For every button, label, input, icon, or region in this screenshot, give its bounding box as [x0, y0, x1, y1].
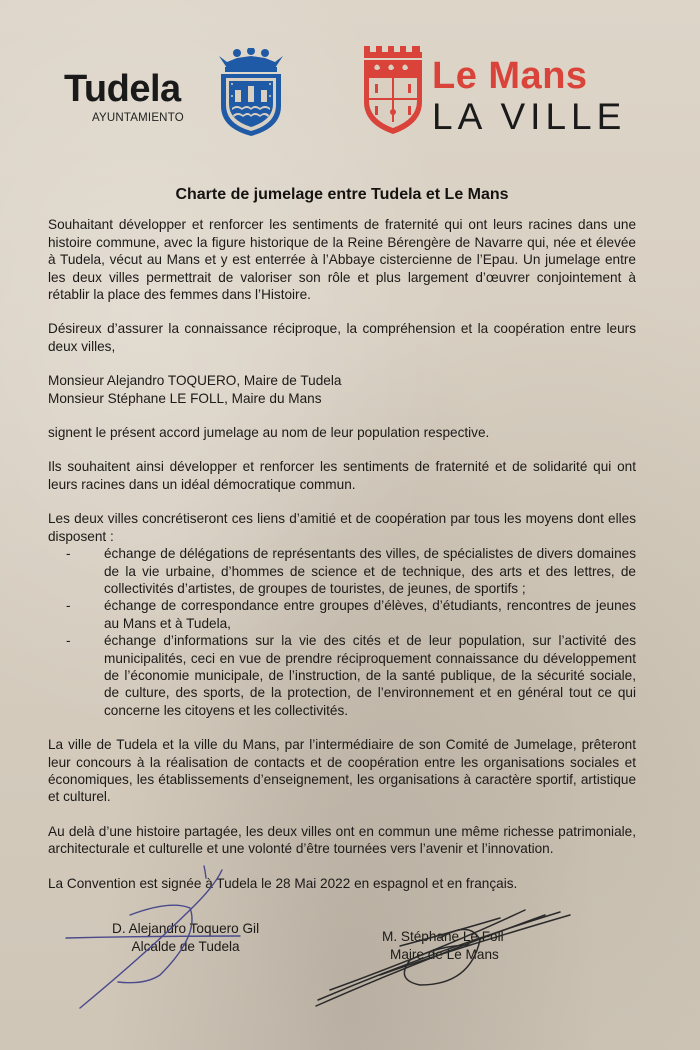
paragraph-signent: signent le présent accord jumelage au nom de leur population respective.: [48, 425, 490, 441]
paragraph-convention: La Convention est signée à Tudela le 28 Mai 2022 en espagnol et en français.: [48, 875, 518, 891]
signature-block-tudela: [112, 920, 259, 956]
list-dash: -: [66, 633, 71, 649]
paragraph-histoire: Au delà d’une histoire partagée, les deux villes ont en commun une même richesse patrimoniale, architecturale et culturelle et une volonté d’être tournées vers l’avenir et l’innovation.: [48, 823, 636, 857]
signatory-name-tudela: D. Alejandro Toquero Gil: [112, 921, 260, 936]
signatories-list: [48, 372, 636, 407]
paragraph-comite: La ville de Tudela et la ville du Mans, par l’intermédiaire de son Comité de Jumelage, prêteront leur concours à la réalisation de contacts et de coopération entre les organisations sociales et économiques, les établissements d’enseignement, les organisations à caractère sportif, artistique et culturel.: [48, 737, 636, 805]
lemans-logo: [432, 56, 626, 136]
list-item-text: échange d’informations sur la vie des cités et de leur population, sur l’activité des municipalités, ceci en vue de prendre réciproquement connaissance du développement de l’économie municipale, de l’instruction, de la santé publique, de la sécurité sociale, de culture, des sports, de la protection, de l’environnement et en général tout ce qui concerne les citoyens et les collectivités.: [104, 633, 636, 718]
paragraph-preamble: Souhaitant développer et renforcer les sentiments de fraternité qui ont leurs racines dans une histoire commune, avec la figure historique de la Reine Bérengère de Navarre qui, née et élevée à Tudela, vécut au Mans et y est enterrée à l’Abbaye cistercienne de l’Epau. Un jumelage entre les deux villes permettrait de valoriser son rôle et plus largement d’œuvrer conjointement à rétablir la place des femmes dans l’Histoire.: [48, 217, 636, 303]
document-title: Charte de jumelage entre Tudela et Le Mans: [175, 186, 509, 203]
tudela-coat-of-arms-icon: [215, 48, 287, 136]
charter-document: [48, 186, 636, 909]
tudela-name: Tudela: [64, 68, 181, 110]
paragraph-moyens: Les deux villes concrétiseront ces liens d’amitié et de coopération par tous les moyens dont elles disposent :: [48, 511, 636, 544]
signature-block-lemans: [382, 928, 504, 964]
list-item: [66, 597, 636, 632]
tudela-logo: [64, 70, 184, 124]
signatory-name-lemans: M. Stéphane Le Foll: [382, 929, 504, 944]
lemans-name: Le Mans: [432, 55, 588, 97]
letterhead: [0, 0, 700, 150]
paragraph-fraternite: Ils souhaitent ainsi développer et renforcer les sentiments de fraternité et de solidarité qui ont leurs racines dans un idéal démocratique commun.: [48, 459, 636, 492]
list-item-text: échange de correspondance entre groupes d’élèves, d’étudiants, rencontres de jeunes au Mans et à Tudela,: [104, 598, 636, 631]
signatory-role-tudela: Alcalde de Tudela: [131, 939, 240, 954]
tudela-subtitle: AYUNTAMIENTO: [92, 112, 184, 124]
signatory-lemans: Monsieur Stéphane LE FOLL, Maire du Mans: [48, 390, 322, 406]
list-item-text: échange de délégations de représentants des villes, de spécialistes de divers domaines de la vie urbaine, d’hommes de science et de technique, des arts et des lettres, de collectivités d’artistes, de groupes de touristes, de jeunes, de sportifs ;: [104, 546, 636, 596]
lemans-coat-of-arms-icon: [362, 46, 426, 134]
list-item: [66, 632, 636, 719]
list-dash: -: [66, 598, 71, 614]
lemans-subtitle: LA VILLE: [432, 96, 627, 137]
exchange-list: [48, 545, 636, 719]
list-dash: -: [66, 546, 71, 562]
signatory-tudela: Monsieur Alejandro TOQUERO, Maire de Tudela: [48, 373, 342, 389]
list-item: [66, 545, 636, 597]
paragraph-desireux: Désireux d’assurer la connaissance réciproque, la compréhension et la coopération entre leurs deux villes,: [48, 321, 636, 354]
signatory-role-lemans: Maire de Le Mans: [390, 947, 499, 962]
